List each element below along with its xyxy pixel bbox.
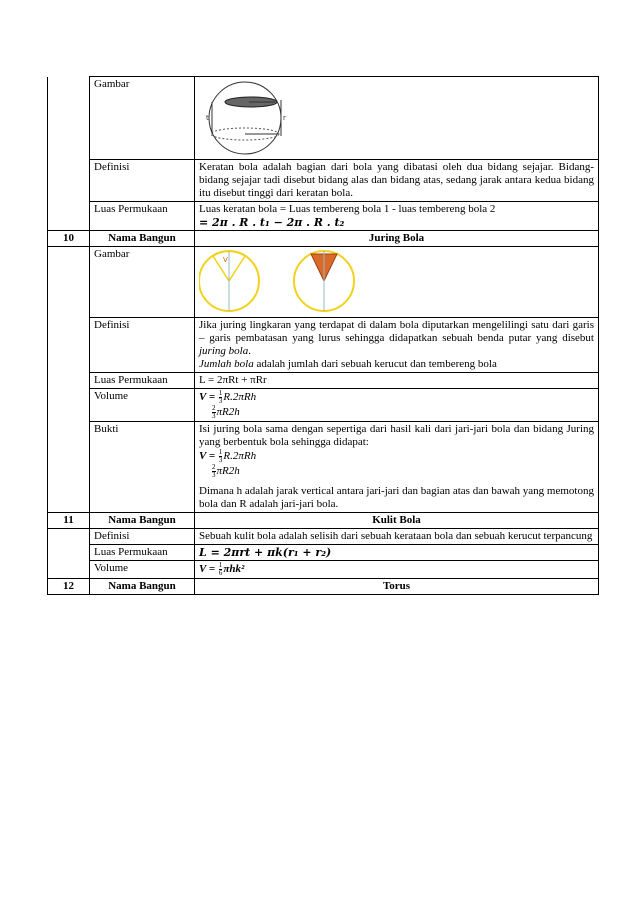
row-label: Definisi — [90, 529, 195, 545]
section-number: 12 — [48, 579, 90, 595]
section-number: 10 — [48, 231, 90, 247]
row-number-cell — [48, 422, 90, 513]
row-value — [195, 561, 599, 579]
section-title: Kulit Bola — [195, 513, 599, 529]
row-label: Definisi — [90, 160, 195, 202]
row-luas-permukaan — [48, 202, 599, 231]
luas-formula: L = 2πrt + πk(r₁ + r₂) — [199, 546, 332, 559]
row-number-cell — [48, 77, 90, 160]
volume-formula: V = $\frac{1}{6}$ πhk² — [199, 561, 245, 577]
row-definisi — [48, 160, 599, 202]
row-value — [195, 545, 599, 561]
section-label: Nama Bangun — [90, 513, 195, 529]
section-title: Torus — [195, 579, 599, 595]
keratan-bola-figure — [201, 78, 291, 156]
svg-text:t: t — [206, 114, 209, 122]
svg-text:r: r — [283, 114, 286, 122]
section-title: Juring Bola — [195, 231, 599, 247]
row-definisi-10 — [48, 318, 599, 373]
bukti-text: Isi juring bola sama dengan sepertiga dari hasil kali dari jari-jari bola dan bidang Juring yang berbentuk bola sehingga didapat: — [199, 423, 594, 448]
row-label: Luas Permukaan — [90, 545, 195, 561]
row-label: Bukti — [90, 422, 195, 513]
row-value — [195, 389, 599, 422]
section-label: Nama Bangun — [90, 231, 195, 247]
figure-cell — [195, 77, 599, 160]
def-text: adalah jumlah dari sebuah kerucut dan tembereng bola — [256, 358, 497, 370]
row-luas-11 — [48, 545, 599, 561]
row-number-cell — [48, 561, 90, 579]
row-number-cell — [48, 529, 90, 545]
row-bukti-10 — [48, 422, 599, 513]
volume-formula-2: $\frac{2}{3}$ πR2h — [212, 404, 240, 420]
row-label: Volume — [90, 561, 195, 579]
bukti-note: Dimana h adalah jarak vertical antara jari-jari dan bagian atas dan bawah yang memotong bola dan R adalah jari-jari bola. — [199, 485, 594, 510]
section-header-12 — [48, 579, 599, 595]
row-label: Gambar — [90, 247, 195, 318]
def-emphasis: Jumlah bola — [199, 358, 254, 370]
row-volume-11 — [48, 561, 599, 579]
row-definisi-11 — [48, 529, 599, 545]
row-number-cell — [48, 545, 90, 561]
bukti-formula-1: V = $\frac{1}{3}$ R.2πRh — [199, 448, 257, 464]
row-number-cell — [48, 318, 90, 373]
row-volume-10 — [48, 389, 599, 422]
row-value: Sebuah kulit bola adalah selisih dari sebuah kerataan bola dan sebuah kerucut terpancung — [195, 529, 599, 545]
bukti-formula-2: $\frac{2}{3}$ πR2h — [212, 463, 240, 479]
juring-bola-figure — [199, 248, 359, 314]
row-gambar-10 — [48, 247, 599, 318]
row-gambar — [48, 77, 599, 160]
row-number-cell — [48, 160, 90, 202]
section-label: Nama Bangun — [90, 579, 195, 595]
row-number-cell — [48, 389, 90, 422]
row-number-cell — [48, 373, 90, 389]
section-header-11 — [48, 513, 599, 529]
section-number: 11 — [48, 513, 90, 529]
row-label: Volume — [90, 389, 195, 422]
def-emphasis: juring bola — [199, 345, 249, 357]
row-value — [195, 422, 599, 513]
row-value: L = 2πRt + πRr — [195, 373, 599, 389]
luas-formula: = 2π . R . t₁ − 2π . R . t₂ — [199, 216, 345, 229]
section-header-10 — [48, 231, 599, 247]
row-value — [195, 318, 599, 373]
def-text: Jika juring lingkaran yang terdapat di dalam bola diputarkan mengelilingi satu dari garis – garis pembatasan yang lurus sehingga didapatkan sebuah benda putar yang disebut — [199, 319, 594, 344]
row-label: Definisi — [90, 318, 195, 373]
row-label: Luas Permukaan — [90, 373, 195, 389]
row-luas-10 — [48, 373, 599, 389]
def-text: . — [248, 345, 251, 357]
figure-cell — [195, 247, 599, 318]
row-number-cell — [48, 247, 90, 318]
row-value: Keratan bola adalah bagian dari bola yang dibatasi oleh dua bidang sejajar. Bidang-bidang sejajar tadi disebut bidang alas dan bidang atas, sedang jarak antara kedua bidang itu disebut tinggi dari keratan bola. — [195, 160, 599, 202]
row-label: Luas Permukaan — [90, 202, 195, 231]
svg-text:V: V — [223, 256, 228, 264]
row-label: Gambar — [90, 77, 195, 160]
volume-formula-1: V = $\frac{1}{3}$ R.2πRh — [199, 389, 257, 405]
row-number-cell — [48, 202, 90, 231]
luas-text: Luas keratan bola = Luas tembereng bola 1 - luas tembereng bola 2 — [199, 203, 496, 215]
content-table — [47, 76, 599, 595]
row-value — [195, 202, 599, 231]
